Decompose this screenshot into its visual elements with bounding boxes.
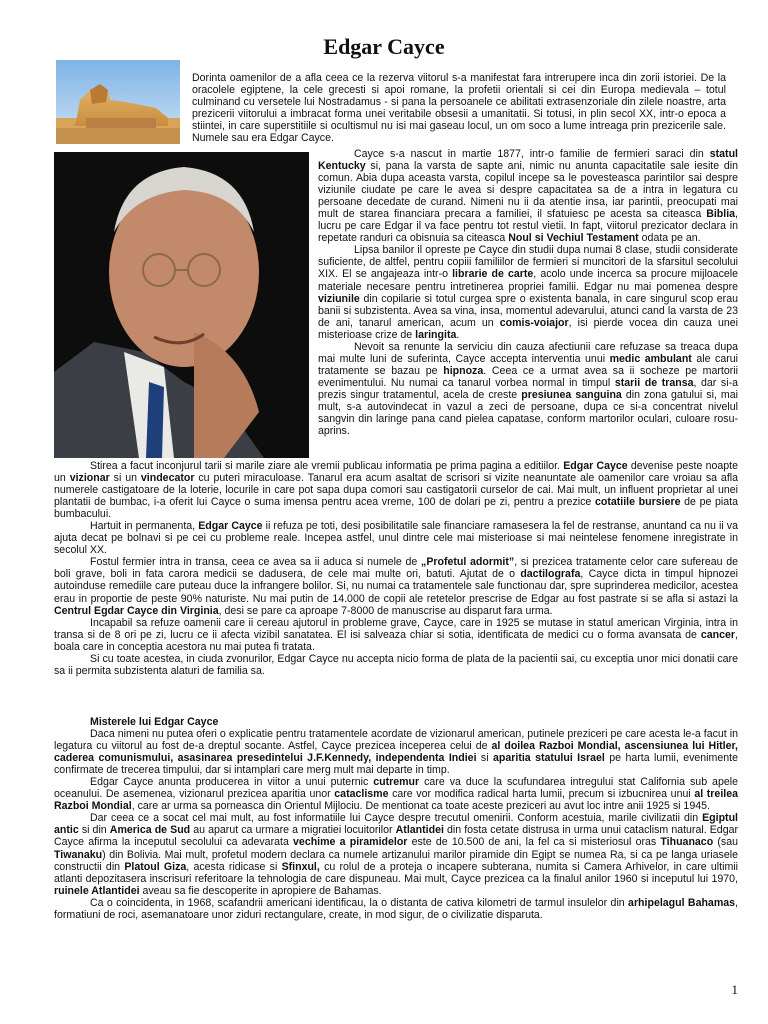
page-title: Edgar Cayce [323, 34, 445, 59]
page-number: 1 [731, 982, 738, 997]
intro-paragraph [192, 72, 726, 144]
paragraph-bahamas: Ca o coincidenta, in 1968, scafandrii americani identificau, la o distanta de cativa kilometri de tarmul insulelor din arhipelagul Bahamas, formatiuni de roci, asemanatoare unor ziduri rectangulare, create, in mod sigur, de o civilizatie disparuta. [54, 896, 738, 921]
paragraph-fame: Stirea a facut inconjurul tarii si marile ziare ale vremii publicau informatia pe prima pagina a editiilor. Edgar Cayce devenise peste noapte un vizionar si un vindecator cu puteri miraculoase. Tanarul era acum asaltat de scrisori si vizite neanuntate ale oamenilor care vroiau sa afla numerele castigatoare de la loterie, locurile in care pot sapa dupa comori sau castigatorii curselor de cai. Mai mult, un influent proprietar al unei plantatii de bumbac, i-a oferit lui Cayce o suma imensa pentru acea vreme, 100 de dolari pe zi, pentru a prezice cotatiile bursiere de pe piata bumbacului. [54, 460, 739, 521]
paragraph-predictions: Daca nimeni nu putea oferi o explicatie pentru tratamentele acordate de vizionarul american, putinele preziceri pe care acesta le-a facut in legatura cu viitorul au fost de-a dreptul socante. Astfel, Cayce prezicea inceperea celui de al doilea Razboi Mondial, ascensiunea lui Hitler, caderea comunismului, asasinarea presedintelui J.F.Kennedy, independenta Indiei si aparitia statului Israel pe harta lumii, evenimente confirmate de trecerea timpului, dar si intamplari care merg mult mai departe in timp. [54, 728, 738, 777]
section-heading: Misterele lui Edgar Cayce [90, 716, 219, 728]
right-column [318, 148, 738, 437]
paragraph-atlantis: Dar ceea ce a socat cel mai mult, au fost informatiile lui Cayce despre trecutul omenirii. Conform acestuia, marile civilizatii din Egiptul antic si din America de Sud au aparut ca urmare a migratiei locuitorilor Atlantidei din fosta cetate distrusa in urma unui cataclism natural. Edgar Cayce afirma la inceputul secolului ca adevarata vechime a piramidelor este de 10.500 de ani, la fel ca si misteriosul oras Tihuanaco (sau Tiwanaku) din Bolivia. Mai mult, profetul modern declara ca numele artizanului marilor piramide din Egipt se numea Ra, si ca pe langa uriasele constructii din Platoul Giza, acesta ridicase si Sfinxul, cu rolul de a proteja o incapere subterana, numita si Camera Arhivelor, in care ultimii atlanti depozitasera inscrisuri referitoare la tehnologia de care dispuneau. Mai mult, Cayce prezicea ca la finalul anilor 1960 si inceputul lui 1970, ruinele Atlantidei aveau sa fie descoperite in apropiere de Bahamas. [54, 812, 739, 897]
intro-text: Dorinta oamenilor de a afla ceea ce la rezerva viitorul s-a manifestat fara intrerupere inca din zorii istoriei. De la oracolele egiptene, la cele grecesti si apoi romane, la profetii orientali si cei din Europa medievala – totul culminand cu versetele lui Nostradamus - si pana la persoanele ce abilitati extrasenzoriale din zilele noastre, arta prezicerii viitorului a imbracat forma unei veritabile obsesii a umanitatii. Si totusi, in plin secol XX, intr-o epoca a stiintei, in care superstitiile si ocultismul nu isi mai gaseau locul, un om soco a lume intreaga prin prezicerile sale. Numele sau era Edgar Cayce. [192, 72, 726, 145]
mysteries-section [54, 716, 738, 921]
paragraph-work: Lipsa banilor il opreste pe Cayce din studii dupa numai 8 clase, studii considerate suficiente, de altfel, pentru copiii familiilor de fermieri si muncitori de la sfarsitul secolului XIX. El se angajeaza intr-o librarie de carte, acolo unde incerca sa procure mijloacele materiale necesare pentru intretinerea propriei familii. Edgar nu mai pomenea despre viziunile din copilarie si totul curgea spre o existenta banala, in care singurul scop erau banii si subzistenta. Avea sa vina, insa, momentul adevarului, atunci cand la varsta de 23 de ani, tanarul american, acum un comis-voiajor, isi pierde vocea din cauza unei misterioase crize de laringita. [318, 244, 739, 341]
edgar-cayce-portrait [54, 152, 309, 458]
paragraph-refusal: Hartuit in permanenta, Edgar Cayce ii refuza pe toti, desi posibilitatile sale financiare ramasesera la fel de restranse, anuntand ca nu ii va ajuta decat pe bolnavi si pe cei cu probleme reale. Incepea astfel, unul dintre cele mai misterioase si mai neintelese fenomene inregistrate in secolul XX. [54, 520, 738, 557]
paragraph-sleeping-prophet: Fostul fermier intra in transa, ceea ce avea sa ii aduca si numele de „Profetul adormit”, si prezicea tratamente celor care sufereau de boli grave, boli in fata carora medicii se dadusera, de cele mai multe ori, batuti. Ajutat de o dactilografa, Cayce dicta in timpul hipnozei autoinduse remediile care puteau duce la infrangere bolilor. Si, nu numai ca tratamentele sale functionau dar, spre suprinderea medicilor, acestea erau in proportie de peste 90% naturiste. Nu mai putin de 14.000 de copii ale retetelor prescrise de Edgar au fost pastrate si se afla si astazi la Centrul Egdar Cayce din Virginia, desi se pare ca aproape 7-8000 de manuscrise au disparut fara urma. [54, 556, 738, 617]
paragraph-no-payment: Si cu toate acestea, in ciuda zvonurilor, Edgar Cayce nu accepta nicio forma de plata de la pacientii sai, cu exceptia unor mici donatii care sa ii permita subzistenta alaturi de familia sa. [54, 652, 738, 677]
sphinx-photo [56, 60, 180, 144]
paragraph-virginia: Incapabil sa refuze oamenii care ii cereau ajutorul in probleme grave, Cayce, care in 1925 se mutase in statul american Virginia, intra in transa si de 8 ori pe zi, lucru ce ii afecta vizibil sanatatea. El isi salveaza chiar si sotia, identificata de medici cu o forma avansata de cancer, boala care in conceptia acestora nu mai putea fi tratata. [54, 616, 738, 653]
paragraph-birth: Cayce s-a nascut in martie 1877, intr-o familie de fermieri saraci din statul Kentucky si, pana la varsta de sapte ani, nimic nu anunta capacitatile sale iesite din comun. Abia dupa aceasta varsta, copilul incepe sa le povesteasca parintilor sai despre viziunile ciudate pe care le avea si despre capacitatea sa de a intra in legatura cu persoane decedate de curand. Nimeni nu ii da atentie insa, iar parintii, preocupati mai mult de starea financiara precara a familiei, il sfatuiesc pe acesta sa citeasca Biblia, lucru pe care Edgar il va face pentru tot restul vietii. In fapt, viitorul prezicator declara in repetate randuri ca obisnuia sa citeasca Noul si Vechiul Testament odata pe an. [318, 148, 738, 245]
paragraph-earthquake: Edgar Cayce anunta producerea in viitor a unui puternic cutremur care va duce la scufundarea intregului stat California sub apele oceanului. De asemenea, vizionarul prezicea aparitia unor cataclisme care vor modifica radical harta lumii, precum si izbucnirea unui al treilea Razboi Mondial, care ar urma sa porneasca din Orientul Mijlociu. De mentionat ca toate aceste preziceri au avut loc intre anii 1925 si 1945. [54, 776, 738, 813]
paragraph-hypnosis: Nevoit sa renunte la serviciu din cauza afectiunii care refuzase sa treaca dupa mai multe luni de suferinta, Cayce accepta interventia unui medic ambulant ale carui tratamente se bazau pe hipnoza. Ceea ce a urmat avea sa ii socheze pe martorii evenimentului. Nu numai ca tanarul vorbea normal in timpul starii de transa, dar si-a prezis singur tratamentul, acela de creste presiunea sanguina din zona gatului si, mai mult, s-a autovindecat in vazul a zeci de persoane, dupa ce si-a concentrat nivelul sangvin din laringe pana cand pielea capatase, conform martorilor oculari, culoare rosu-aprins. [318, 340, 738, 438]
full-width-body [54, 460, 738, 677]
